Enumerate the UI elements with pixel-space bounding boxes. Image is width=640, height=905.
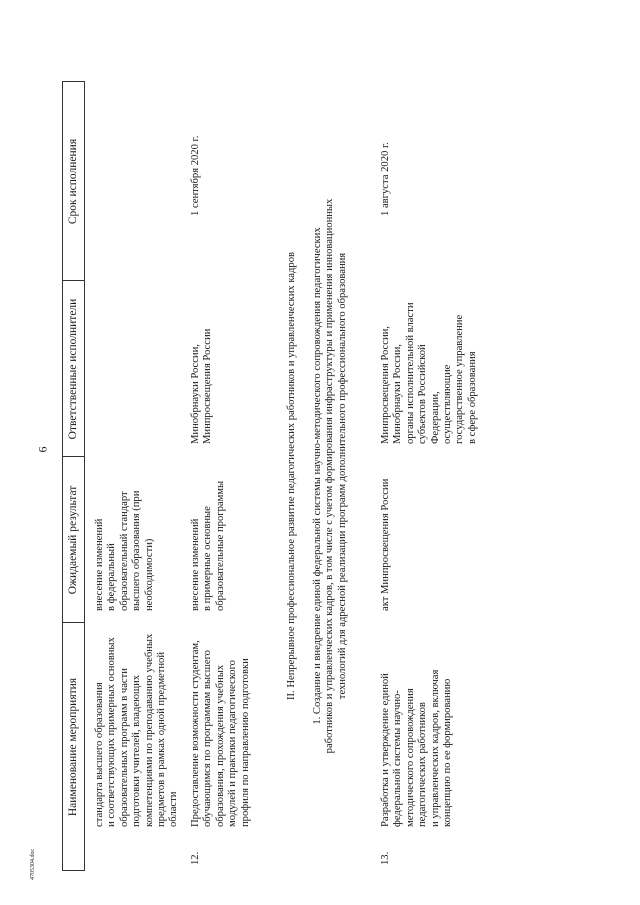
- row-13-result: акт Минпросвещения России: [380, 478, 391, 611]
- continued-row-name: стандарта высшего образования и соответствующих примерных основных образовательных программ в части подготовки учителей, владеющих компетенциями по преподаванию учебных предметов в рамках одной предметной области: [94, 633, 180, 827]
- row-13-name: Разработка и утверждение единой федеральной системы научно- методического сопровождения педагогических работников и управленческих кадров, включая концепцию по ее формированию: [380, 669, 454, 827]
- header-result: Ожидаемый результат: [67, 485, 79, 595]
- continued-row-result: внесение изменений в федеральный образовательный стандарт высшего образования (при необходимости): [94, 490, 155, 611]
- header-deadline: Срок исполнения: [67, 138, 79, 225]
- subsection-title: 1. Создание и внедрение единой федеральной системы научно-методического сопровождения педагогических работников и управленческих кадров, в том числе с учетом формирования инфраструктуры и применения инновационных технологий для адресной реализации программ дополнительного профессионального образования: [312, 198, 348, 754]
- row-13-deadline: 1 августа 2020 г.: [380, 142, 391, 216]
- table-top-border: [62, 81, 63, 871]
- footer-document-code: 4705304.doc: [30, 848, 36, 880]
- row-12-number: 12.: [190, 851, 201, 865]
- row-12-executors: Минобрнауки России, Минпросвещения России: [190, 328, 214, 444]
- header-name: Наименование мероприятия: [67, 677, 79, 817]
- header-executors: Ответственные исполнители: [67, 298, 79, 440]
- section-title: II. Непрерывное профессиональное развитие педагогических работников и управленческих кадров: [286, 252, 297, 701]
- measures-table: [62, 81, 607, 871]
- rotated-page-content: [0, 55, 640, 905]
- row-13-executors: Минпросвещения России, Минобрнауки России, органы исполнительной власти субъектов Российской Федерации, осуществляющие государственное управление в сфере образования: [380, 302, 478, 444]
- page-number: 6: [35, 446, 50, 453]
- row-13-number: 13.: [380, 851, 391, 865]
- row-12-name: Предоставление возможности студентам, обучающимся по программам высшего образования, прохождения учебных модулей и практики педагогического профиля по направлению подготовки: [190, 640, 251, 827]
- row-12-result: внесение изменений в примерные основные образовательные программы: [190, 480, 226, 611]
- header-bottom-border: [84, 81, 85, 871]
- row-12-deadline: 1 сентября 2020 г.: [190, 135, 201, 216]
